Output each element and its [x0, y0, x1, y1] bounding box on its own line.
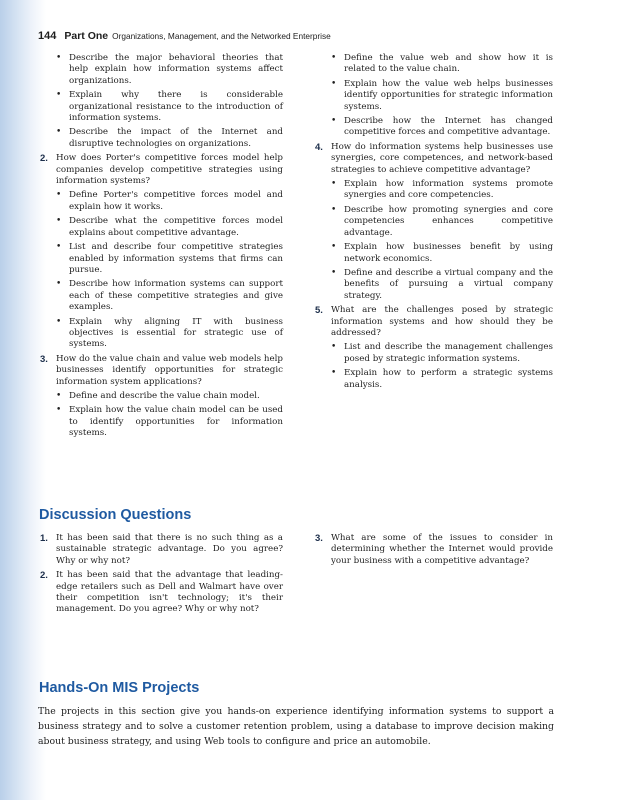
bullet-text: Explain how businesses benefit by using network economics.: [344, 242, 553, 264]
bullet-text: Define Porter's competitive forces model and explain how it works.: [69, 190, 283, 212]
bullet-icon: •: [56, 405, 62, 416]
bullet-text: Define and describe a virtual company and the benefits of pursuing a virtual company strategy.: [344, 267, 553, 301]
bullet-icon: •: [56, 279, 62, 290]
bullet-item: [40, 90, 283, 124]
review-left-column: [40, 53, 283, 443]
bullet-item: [40, 279, 283, 313]
discussion-right-column: [315, 532, 553, 570]
question-item: [40, 570, 283, 616]
question-number: 1.: [40, 533, 48, 544]
bullet-icon: •: [56, 90, 62, 101]
bullet-text: Describe how information systems can support each of these competitive strategies and give examples.: [69, 279, 283, 313]
bullet-icon: •: [56, 242, 62, 253]
bullet-text: List and describe four competitive strategies enabled by information systems that firms can pursue.: [69, 242, 283, 275]
bullet-item: [315, 205, 553, 239]
bullet-text: Explain how the value chain model can be used to identify opportunities for information systems.: [69, 405, 283, 439]
bullet-item: [315, 242, 553, 265]
discussion-left-column: [40, 532, 283, 619]
bullet-item: [40, 190, 283, 213]
bullet-icon: •: [56, 127, 62, 138]
bullet-text: Describe how the Internet has changed competitive forces and competitive advantage.: [344, 116, 553, 138]
question-number: 2.: [40, 570, 48, 582]
bullet-text: Explain how the value web helps businesses identify opportunities for strategic information systems.: [344, 78, 553, 112]
bullet-icon: •: [331, 53, 337, 63]
question-text: How do the value chain and value web models help businesses identify opportunities for strategic information system applications?: [56, 353, 283, 387]
bullet-icon: •: [331, 342, 337, 353]
bullet-icon: •: [56, 53, 62, 63]
bullet-item: [315, 268, 553, 302]
question-item: [40, 533, 283, 567]
question-item: [315, 142, 553, 176]
bullet-text: Describe the impact of the Internet and disruptive technologies on organizations.: [69, 127, 283, 149]
bullet-text: Describe the major behavioral theories that help explain how information systems affect organizations.: [69, 53, 283, 86]
bullet-icon: •: [56, 316, 62, 327]
question-number: 3.: [40, 353, 48, 365]
question-text: How does Porter's competitive forces model help companies develop competitive strategies using information systems?: [56, 153, 283, 187]
bullet-icon: •: [56, 190, 62, 201]
discussion-questions-heading: Discussion Questions: [39, 507, 192, 523]
bullet-text: Explain how information systems promote synergies and core competencies.: [344, 179, 553, 201]
question-text: How do information systems help businesses use synergies, core competences, and network-based strategies to achieve competitive advantage?: [331, 141, 553, 175]
bullet-icon: •: [56, 390, 62, 401]
question-number: 3.: [315, 533, 323, 544]
part-label: Part One: [64, 30, 109, 42]
bullet-item: [315, 368, 553, 391]
bullet-item: [40, 405, 283, 439]
question-number: 2.: [40, 153, 48, 165]
question-number: 4.: [315, 141, 323, 153]
bullet-text: List and describe the management challenges posed by strategic information systems.: [344, 342, 553, 364]
bullet-item: [40, 391, 283, 402]
question-item: [40, 153, 283, 187]
running-header: [38, 26, 331, 44]
bullet-text: Explain why aligning IT with business objectives is essential for strategic use of systems.: [69, 316, 283, 350]
bullet-item: [315, 179, 553, 202]
bullet-item: [315, 342, 553, 365]
question-item: [315, 305, 553, 339]
bullet-text: Explain how to perform a strategic systems analysis.: [344, 368, 553, 390]
bullet-item: [40, 127, 283, 150]
bullet-icon: •: [331, 368, 337, 379]
question-text: What are the challenges posed by strategic information systems and how should they be addressed?: [331, 305, 553, 338]
bullet-item: [40, 53, 283, 87]
part-title: Organizations, Management, and the Networked Enterprise: [112, 31, 331, 41]
bullet-item: [315, 116, 553, 139]
bullet-text: Define the value web and show how it is related to the value chain.: [344, 53, 553, 75]
question-text: It has been said that the advantage that leading-edge retailers such as Dell and Walmart have over their competition isn't technology; it's their management. Do you agree? Why or why not?: [56, 570, 283, 615]
bullet-icon: •: [331, 78, 337, 89]
bullet-text: Describe what the competitive forces model explains about competitive advantage.: [69, 216, 283, 238]
bullet-icon: •: [331, 204, 337, 215]
bullet-icon: •: [331, 242, 337, 253]
hands-on-projects-heading: Hands-On MIS Projects: [39, 680, 200, 696]
question-item: [315, 533, 553, 567]
bullet-text: Describe how promoting synergies and core competencies enhances competitive advantage.: [344, 204, 553, 238]
bullet-text: Explain why there is considerable organizational resistance to the introduction of information systems.: [69, 90, 283, 124]
bullet-item: [40, 216, 283, 239]
bullet-item: [40, 317, 283, 351]
bullet-item: [315, 79, 553, 113]
bullet-item: [40, 242, 283, 276]
bullet-item: [315, 53, 553, 76]
bullet-icon: •: [331, 267, 337, 278]
question-text: It has been said that there is no such thing as a sustainable strategic advantage. Do you agree? Why or why not?: [56, 533, 283, 566]
question-text: What are some of the issues to consider in determining whether the Internet would provide your business with a competitive advantage?: [331, 533, 553, 566]
review-right-column: [315, 53, 553, 394]
bullet-text: Define and describe the value chain model.: [69, 390, 260, 401]
question-number: 5.: [315, 305, 323, 317]
question-item: [40, 354, 283, 388]
page-number: 144: [38, 30, 57, 42]
hands-on-intro-paragraph: The projects in this section give you hands-on experience identifying information systems to support a business strategy and to solve a customer retention problem, using a database to improve decision making about business strategy, and using Web tools to configure and price an automobile.: [38, 706, 554, 747]
bullet-icon: •: [331, 116, 337, 127]
bullet-icon: •: [56, 216, 62, 227]
bullet-icon: •: [331, 179, 337, 190]
